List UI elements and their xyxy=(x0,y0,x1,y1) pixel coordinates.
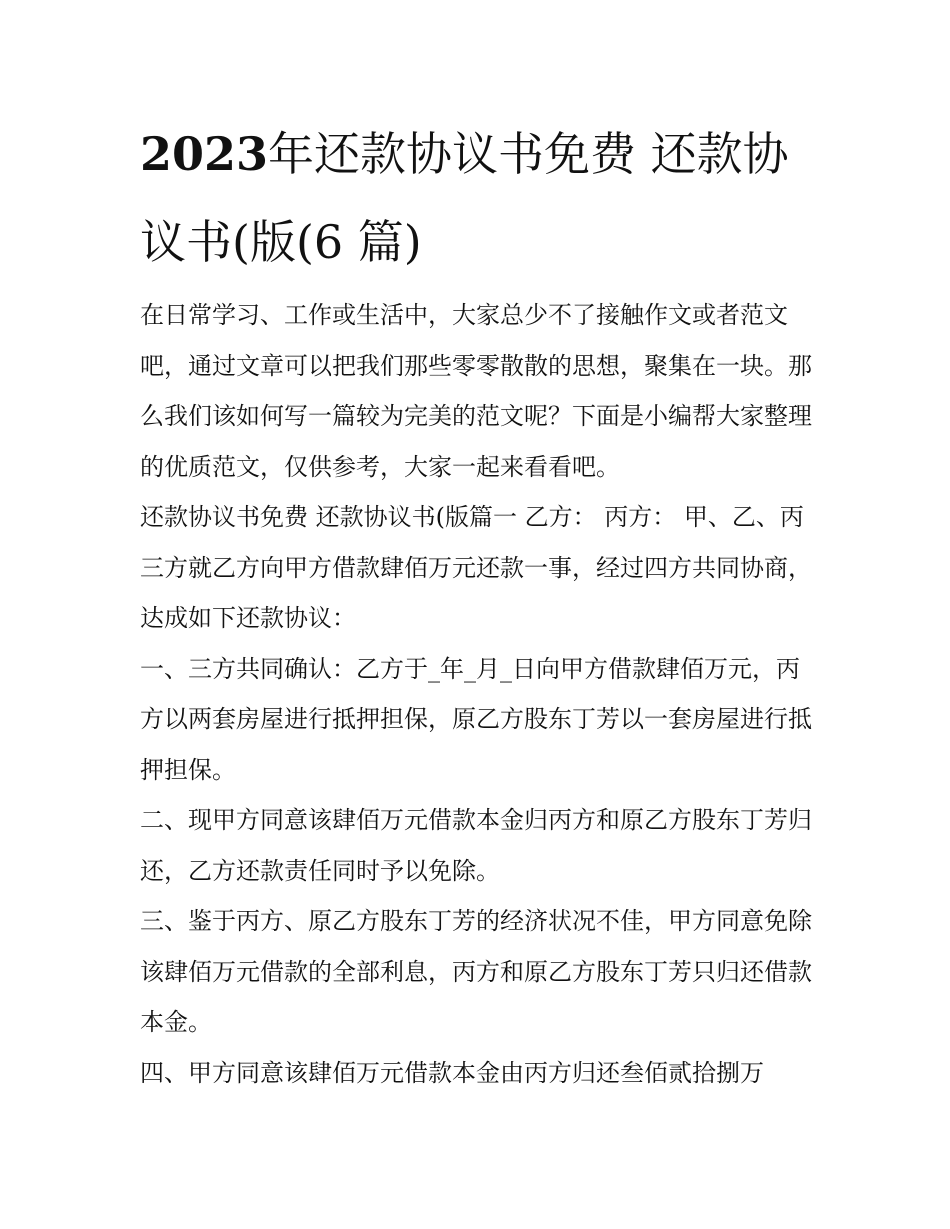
clause-2-paragraph: 二、现甲方同意该肆佰万元借款本金归丙方和原乙方股东丁芳归还，乙方还款责任同时予以免除。 xyxy=(140,806,812,885)
title-year: 2023 xyxy=(140,127,269,181)
title-text: 年还款协议书免费 还款协议书(版(6 篇) xyxy=(140,127,789,269)
clause-1-paragraph: 一、三方共同确认：乙方于_年_月_日向甲方借款肆佰万元，丙方以两套房屋进行抵押担保，原乙方股东丁芳以一套房屋进行抵押担保。 xyxy=(140,654,812,784)
document-title xyxy=(140,110,812,286)
document-page xyxy=(140,110,812,1098)
document-body xyxy=(140,290,812,1098)
intro-paragraph: 在日常学习、工作或生活中，大家总少不了接触作文或者范文吧，通过文章可以把我们那些零零散散的思想，聚集在一块。那么我们该如何写一篇较为完美的范文呢？下面是小编帮大家整理的优质范文，仅供参考，大家一起来看看吧。 xyxy=(140,301,812,481)
clause-3-paragraph: 三、鉴于丙方、原乙方股东丁芳的经济状况不佳，甲方同意免除该肆佰万元借款的全部利息，丙方和原乙方股东丁芳只归还借款本金。 xyxy=(140,907,812,1036)
agreement-preamble-paragraph: 还款协议书免费 还款协议书(版篇一 乙方： 丙方： 甲、乙、丙三方就乙方向甲方借款肆佰万元还款一事，经过四方共同协商，达成如下还款协议： xyxy=(140,503,812,632)
clause-4-paragraph: 四、甲方同意该肆佰万元借款本金由丙方归还叁佰贰拾捌万 xyxy=(140,1058,764,1087)
